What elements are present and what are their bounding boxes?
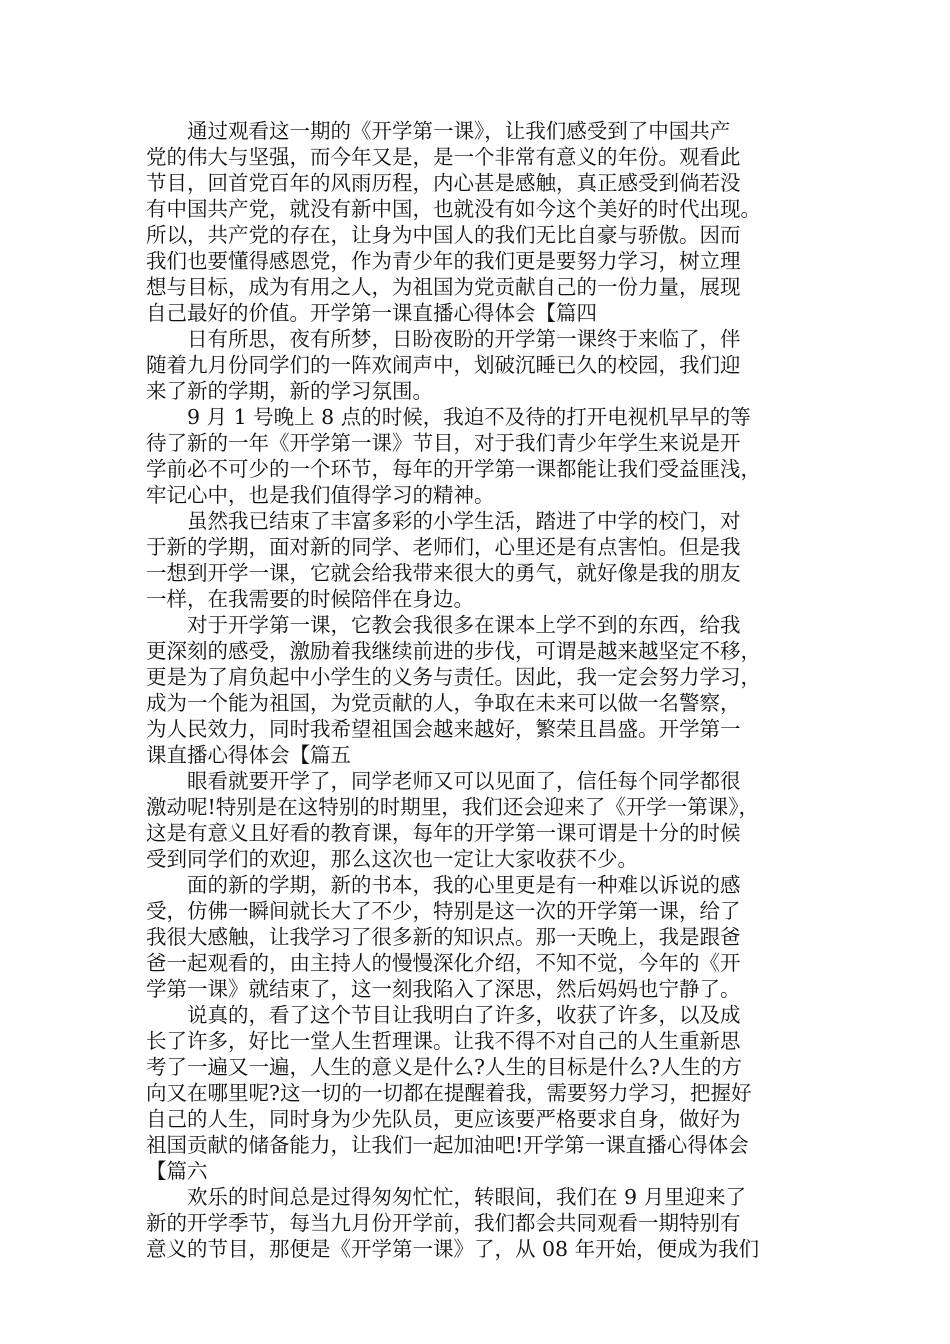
text-line: 一样，在我需要的时候陪伴在身边。 (146, 587, 474, 611)
text-line: 于新的学期，面对新的同学、老师们，心里还是有点害怕。但是我 (146, 535, 741, 559)
text-line: 节目，回首党百年的风雨历程，内心甚是感触，真正感受到倘若没 (146, 171, 741, 195)
text-line: 有中国共产党，就没有新中国，也就没有如今这个美好的时代出现。 (146, 197, 761, 221)
text-line: 考了一遍又一遍，人生的意义是什么?人生的目标是什么?人生的方 (146, 1055, 742, 1079)
text-line: 爸一起观看的，由主持人的慢慢深化介绍，不知不觉，今年的《开 (146, 951, 741, 975)
text-line: 受，仿佛一瞬间就长大了不少，特别是这一次的开学第一课，给了 (146, 899, 741, 923)
text-line: 党的伟大与坚强，而今年又是，是一个非常有意义的年份。观看此 (146, 145, 741, 169)
text-line: 为人民效力，同时我希望祖国会越来越好，繁荣且昌盛。开学第一 (146, 717, 741, 741)
text-line: 祖国贡献的储备能力，让我们一起加油吧!开学第一课直播心得体会 (146, 1133, 749, 1157)
text-line: 长了许多，好比一堂人生哲理课。让我不得不对自己的人生重新思 (146, 1029, 741, 1053)
text-line: 新的开学季节，每当九月份开学前，我们都会共同观看一期特别有 (146, 1211, 741, 1235)
text-line: 我们也要懂得感恩党，作为青少年的我们更是要努力学习，树立理 (146, 249, 741, 273)
text-line: 9 月 1 号晚上 8 点的时候，我迫不及待的打开电视机早早的等 (146, 405, 751, 429)
text-line: 说真的，看了这个节目让我明白了许多，收获了许多，以及成 (146, 1003, 741, 1027)
text-line: 想与目标，成为有用之人，为祖国为党贡献自己的一份力量，展现 (146, 275, 741, 299)
text-line: 更是为了肩负起中小学生的义务与责任。因此，我一定会努力学习， (146, 665, 761, 689)
text-line: 虽然我已结束了丰富多彩的小学生活，踏进了中学的校门，对 (146, 509, 741, 533)
text-line: 激动呢!特别是在这特别的时期里，我们还会迎来了《开学一第课》， (146, 795, 759, 819)
text-line: 更深刻的感受，激励着我继续前进的步伐，可谓是越来越坚定不移， (146, 639, 761, 663)
text-line: 待了新的一年《开学第一课》节目，对于我们青少年学生来说是开 (146, 431, 741, 455)
text-line: 这是有意义且好看的教育课，每年的开学第一课可谓是十分的时候 (146, 821, 741, 845)
text-line: 随着九月份同学们的一阵欢闹声中，划破沉睡已久的校园，我们迎 (146, 353, 741, 377)
text-line: 来了新的学期，新的学习氛围。 (146, 379, 433, 403)
text-line: 意义的节目，那便是《开学第一课》了，从 08 年开始，便成为我们 (146, 1237, 760, 1261)
text-line: 学前必不可少的一个环节，每年的开学第一课都能让我们受益匪浅， (146, 457, 761, 481)
text-line: 自己的人生，同时身为少先队员，更应该要严格要求自身，做好为 (146, 1107, 741, 1131)
text-line: 通过观看这一期的《开学第一课》，让我们感受到了中国共产 (146, 119, 731, 143)
text-line: 一想到开学一课，它就会给我带来很大的勇气，就好像是我的朋友 (146, 561, 741, 585)
document-body (146, 118, 818, 1262)
text-line: 欢乐的时间总是过得匆匆忙忙，转眼间，我们在 9 月里迎来了 (146, 1185, 747, 1209)
text-line: 日有所思，夜有所梦，日盼夜盼的开学第一课终于来临了，伴 (146, 327, 741, 351)
text-line: 向又在哪里呢?这一切的一切都在提醒着我，需要努力学习，把握好 (146, 1081, 752, 1105)
text-line: 课直播心得体会【篇五 (146, 743, 351, 767)
text-line: 学第一课》就结束了，这一刻我陷入了深思，然后妈妈也宁静了。 (146, 977, 741, 1001)
text-line: 对于开学第一课，它教会我很多在课本上学不到的东西，给我 (146, 613, 741, 637)
text-line: 面的新的学期，新的书本，我的心里更是有一种难以诉说的感 (146, 873, 741, 897)
text-line: 自己最好的价值。开学第一课直播心得体会【篇四 (146, 301, 597, 325)
text-line: 眼看就要开学了，同学老师又可以见面了，信任每个同学都很 (146, 769, 741, 793)
text-line: 我很大感触，让我学习了很多新的知识点。那一天晚上，我是跟爸 (146, 925, 741, 949)
text-line: 受到同学们的欢迎，那么这次也一定让大家收获不少。 (146, 847, 638, 871)
text-line: 牢记心中，也是我们值得学习的精神。 (146, 483, 495, 507)
text-line: 成为一个能为祖国，为党贡献的人，争取在未来可以做一名警察， (146, 691, 741, 715)
text-line: 所以，共产党的存在，让身为中国人的我们无比自豪与骄傲。因而 (146, 223, 741, 247)
text-line: 【篇六 (146, 1159, 208, 1183)
